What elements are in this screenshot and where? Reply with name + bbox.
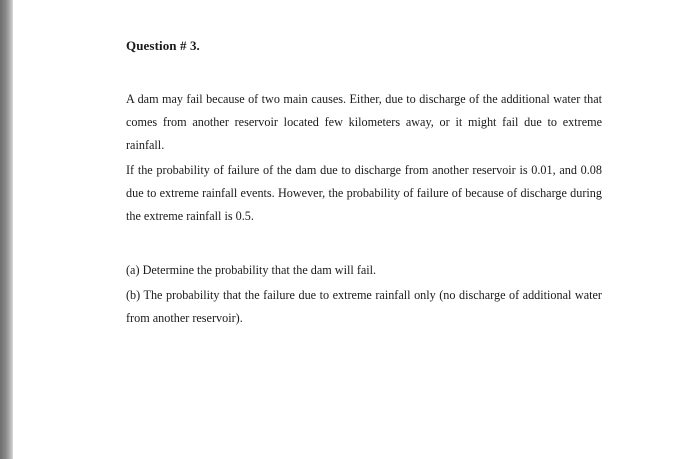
question-part-b: (b) The probability that the failure due to extreme rainfall only (no discharge of additional water from another reservoir). bbox=[126, 288, 602, 325]
problem-paragraph-2: If the probability of failure of the dam due to discharge from another reservoir is 0.01, and 0.08 due to extreme rainfall events. However, the probability of failure of because of discharge during the extreme rainfall is 0.5. bbox=[126, 163, 602, 223]
problem-paragraph-1: A dam may fail because of two main causes. Either, due to discharge of the additional water that comes from another reservoir located few kilometers away, or it might fail due to extreme rainfall. bbox=[126, 92, 602, 152]
document-page bbox=[13, 0, 700, 459]
question-part-a: (a) Determine the probability that the dam will fail. bbox=[126, 263, 377, 277]
question-heading: Question # 3. bbox=[126, 38, 200, 53]
page-edge-shadow bbox=[0, 0, 13, 459]
